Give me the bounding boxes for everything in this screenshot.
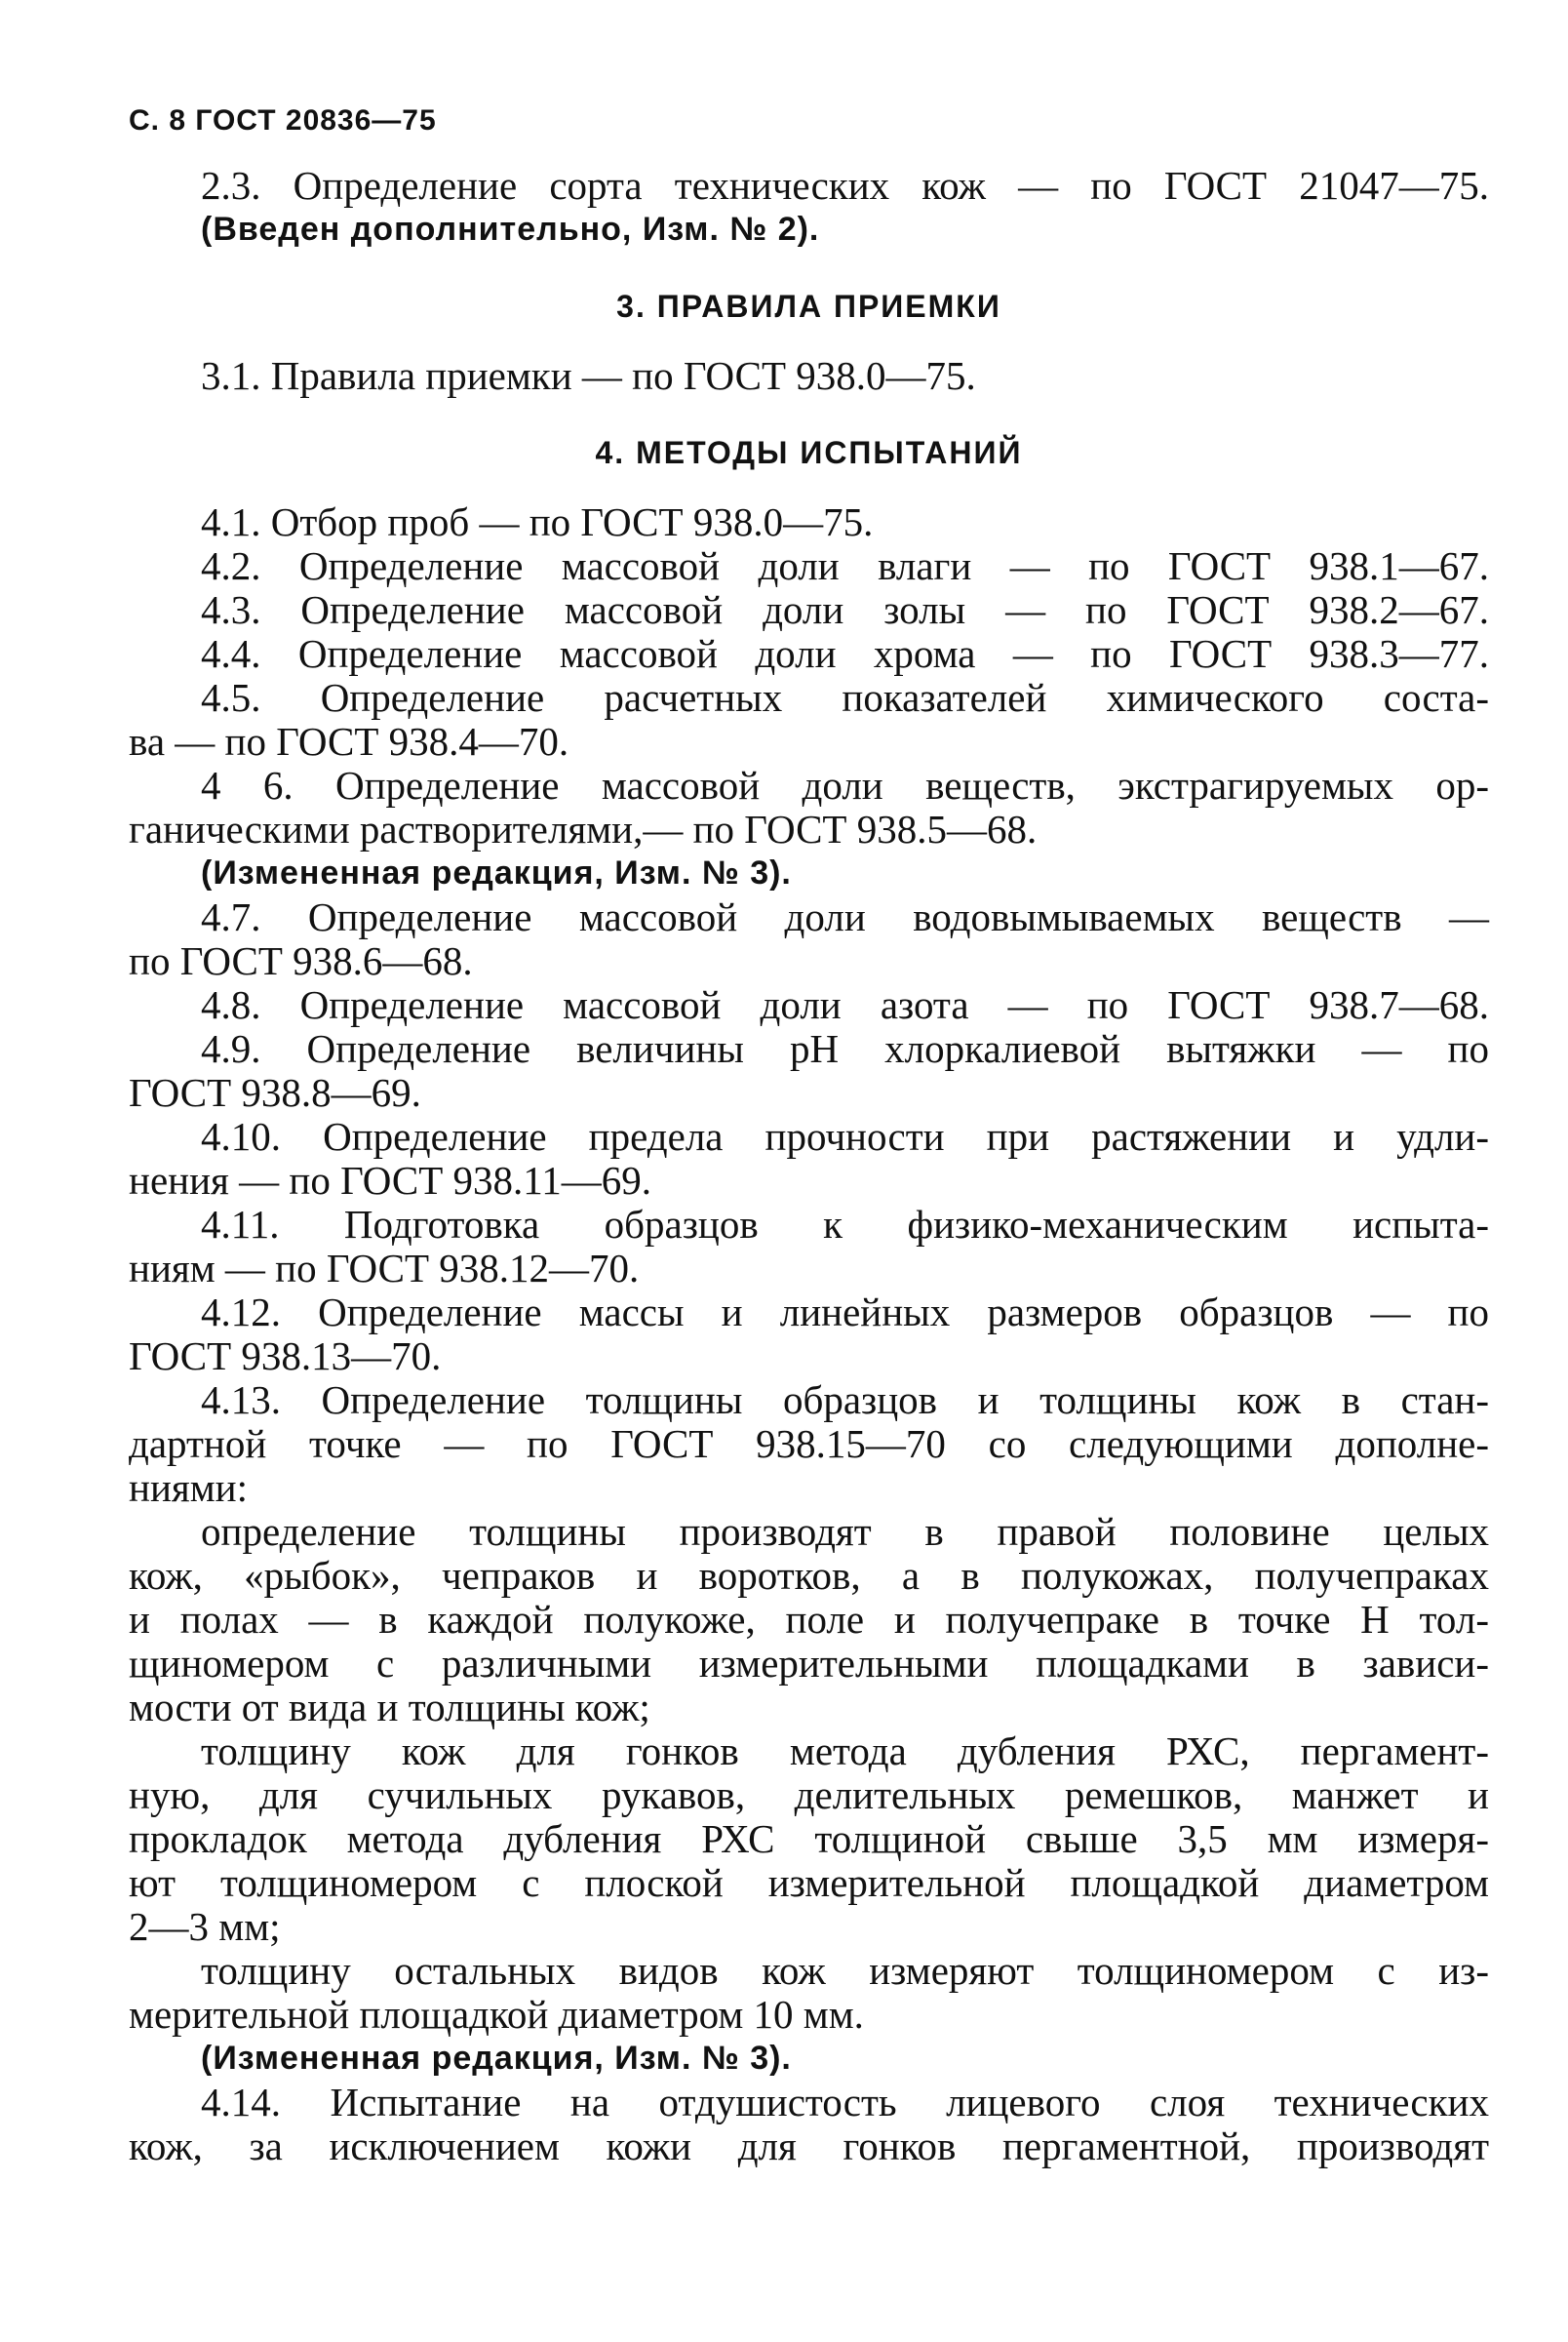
paragraph-line: прокладок метода дубления РХС толщиной свыше 3,5 мм измеря- <box>129 1816 1489 1861</box>
paragraph-line: нения — по ГОСТ 938.11—69. <box>129 1158 651 1203</box>
paragraph-line: мости от вида и толщины кож; <box>129 1685 650 1729</box>
section-heading: 4. МЕТОДЫ ИСПЫТАНИЙ <box>595 435 1023 470</box>
paragraph-line: 4.1. Отбор проб — по ГОСТ 938.0—75. <box>201 499 874 544</box>
paragraph-line: 2.3. Определение сорта технических кож — по ГОСТ 21047—75. <box>201 163 1489 208</box>
paragraph-line: ниям — по ГОСТ 938.12—70. <box>129 1246 640 1290</box>
paragraph-line: дартной точке — по ГОСТ 938.15—70 со следующими дополне- <box>129 1421 1489 1466</box>
amendment-note: (Измененная редакция, Изм. № 3). <box>201 2040 792 2077</box>
amendment-note: (Измененная редакция, Изм. № 3). <box>201 854 792 892</box>
paragraph-line: ГОСТ 938.13—70. <box>129 1333 442 1378</box>
paragraph-line: 4.8. Определение массовой доли азота — по ГОСТ 938.7—68. <box>201 982 1489 1027</box>
paragraph-line: мерительной площадкой диаметром 10 мм. <box>129 1992 864 2037</box>
paragraph-line: 3.1. Правила приемки — по ГОСТ 938.0—75. <box>201 353 976 398</box>
running-header: С. 8 ГОСТ 20836—75 <box>129 104 437 137</box>
amendment-note: (Введен дополнительно, Изм. № 2). <box>201 211 820 248</box>
paragraph-line: ва — по ГОСТ 938.4—70. <box>129 719 569 764</box>
paragraph-line: 4.3. Определение массовой доли золы — по ГОСТ 938.2—67. <box>201 587 1489 632</box>
paragraph-line: 4.12. Определение массы и линейных размеров образцов — по <box>201 1290 1489 1334</box>
paragraph-line: 4.14. Испытание на отдушистость лицевого слоя технических <box>201 2080 1489 2124</box>
paragraph-line: 4 6. Определение массовой доли веществ, экстрагируемых ор- <box>201 763 1489 808</box>
paragraph-line: ют толщиномером с плоской измерительной площадкой диаметром <box>129 1860 1489 1905</box>
paragraph-line: 4.10. Определение предела прочности при растяжении и удли- <box>201 1114 1489 1159</box>
paragraph-line: толщину остальных видов кож измеряют толщиномером с из- <box>201 1948 1489 1993</box>
paragraph-line: определение толщины производят в правой половине целых <box>201 1509 1489 1554</box>
paragraph-line: 4.7. Определение массовой доли водовымываемых веществ — <box>201 894 1489 939</box>
paragraph-line: 4.11. Подготовка образцов к физико-механическим испыта- <box>201 1202 1489 1247</box>
paragraph-line: 4.9. Определение величины pH хлоркалиевой вытяжки — по <box>201 1026 1489 1071</box>
section-heading: 3. ПРАВИЛА ПРИЕМКИ <box>616 289 1001 324</box>
paragraph-line: ниями: <box>129 1465 249 1510</box>
paragraph-line: щиномером с различными измерительными площадками в зависи- <box>129 1641 1489 1686</box>
paragraph-line: ГОСТ 938.8—69. <box>129 1070 421 1115</box>
paragraph-line: 4.4. Определение массовой доли хрома — по ГОСТ 938.3—77. <box>201 631 1489 676</box>
paragraph-line: 2—3 мм; <box>129 1904 281 1949</box>
paragraph-line: кож, «рыбок», чепраков и воротков, а в полукожах, получепраках <box>129 1553 1489 1598</box>
paragraph-line: и полах — в каждой полукоже, поле и получепраке в точке Н тол- <box>129 1597 1489 1642</box>
paragraph-line: ную, для сучильных рукавов, делительных ремешков, манжет и <box>129 1772 1489 1817</box>
paragraph-line: толщину кож для гонков метода дубления РХС, пергамент- <box>201 1728 1489 1773</box>
document-page <box>129 101 1489 2168</box>
paragraph-line: 4.2. Определение массовой доли влаги — по ГОСТ 938.1—67. <box>201 543 1489 588</box>
paragraph-line: 4.13. Определение толщины образцов и толщины кож в стан- <box>201 1377 1489 1422</box>
paragraph-line: по ГОСТ 938.6—68. <box>129 938 473 983</box>
paragraph-line: ганическими растворителями,— по ГОСТ 938.5—68. <box>129 807 1038 852</box>
paragraph-line: 4.5. Определение расчетных показателей химического соста- <box>201 675 1489 720</box>
paragraph-line: кож, за исключением кожи для гонков пергаментной, производят <box>129 2124 1489 2168</box>
